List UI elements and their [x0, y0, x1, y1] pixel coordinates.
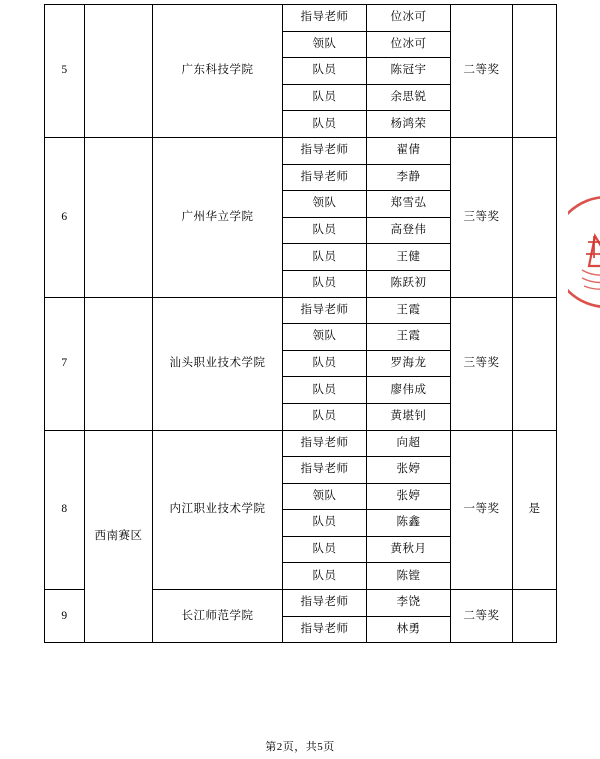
- page-footer: 第2页，共5页: [265, 741, 335, 753]
- cell-role: 队员: [283, 536, 367, 563]
- cell-role: 队员: [283, 563, 367, 590]
- cell-no: 5: [45, 5, 85, 138]
- cell-no: 6: [45, 137, 85, 297]
- cell-role: 队员: [283, 270, 367, 297]
- red-official-seal: [568, 192, 600, 312]
- cell-role: 队员: [283, 350, 367, 377]
- cell-name: 陈鑫: [367, 510, 451, 537]
- cell-name: 杨鸿荣: [367, 111, 451, 138]
- cell-role: 领队: [283, 31, 367, 58]
- cell-school: 广东科技学院: [153, 5, 283, 138]
- table-row: [45, 297, 557, 324]
- cell-name: 张婷: [367, 457, 451, 484]
- cell-name: 向超: [367, 430, 451, 457]
- cell-name: 陈冠宇: [367, 58, 451, 85]
- cell-no: 9: [45, 590, 85, 643]
- cell-flag: [513, 590, 557, 643]
- cell-school: 汕头职业技术学院: [153, 297, 283, 430]
- table-row: [45, 5, 557, 32]
- cell-role: 指导老师: [283, 616, 367, 643]
- cell-role: 指导老师: [283, 137, 367, 164]
- cell-name: 位冰可: [367, 31, 451, 58]
- cell-no: 7: [45, 297, 85, 430]
- cell-name: 廖伟成: [367, 377, 451, 404]
- cell-role: 领队: [283, 483, 367, 510]
- cell-role: 队员: [283, 403, 367, 430]
- cell-name: 黄堪钊: [367, 403, 451, 430]
- cell-name: 王健: [367, 244, 451, 271]
- cell-role: 指导老师: [283, 297, 367, 324]
- cell-name: 郑雪弘: [367, 191, 451, 218]
- cell-name: 王霞: [367, 297, 451, 324]
- cell-role: 指导老师: [283, 164, 367, 191]
- table-row: [45, 137, 557, 164]
- cell-award: 三等奖: [451, 137, 513, 297]
- cell-award: 二等奖: [451, 5, 513, 138]
- cell-region: [85, 297, 153, 430]
- cell-school: 内江职业技术学院: [153, 430, 283, 590]
- cell-role: 指导老师: [283, 590, 367, 617]
- cell-name: 李静: [367, 164, 451, 191]
- cell-role: 队员: [283, 58, 367, 85]
- table-row: [45, 430, 557, 457]
- award-table-body: [45, 5, 557, 643]
- cell-name: 余思锐: [367, 84, 451, 111]
- cell-award: 一等奖: [451, 430, 513, 590]
- cell-region: [85, 137, 153, 297]
- cell-name: 高登伟: [367, 217, 451, 244]
- cell-award: 三等奖: [451, 297, 513, 430]
- cell-flag: [513, 297, 557, 430]
- cell-role: 队员: [283, 217, 367, 244]
- cell-role: 队员: [283, 244, 367, 271]
- cell-role: 领队: [283, 191, 367, 218]
- cell-role: 领队: [283, 324, 367, 351]
- cell-name: 林勇: [367, 616, 451, 643]
- cell-flag: 是: [513, 430, 557, 590]
- cell-award: 二等奖: [451, 590, 513, 643]
- cell-name: 位冰可: [367, 5, 451, 32]
- cell-name: 李饶: [367, 590, 451, 617]
- award-table: [44, 4, 557, 643]
- cell-school: 长江师范学院: [153, 590, 283, 643]
- cell-name: 罗海龙: [367, 350, 451, 377]
- cell-school: 广州华立学院: [153, 137, 283, 297]
- cell-name: 翟倩: [367, 137, 451, 164]
- cell-no: 8: [45, 430, 85, 590]
- cell-region: [85, 5, 153, 138]
- cell-name: 黄秋月: [367, 536, 451, 563]
- cell-role: 队员: [283, 84, 367, 111]
- cell-flag: [513, 137, 557, 297]
- cell-region: 西南赛区: [85, 430, 153, 643]
- cell-role: 指导老师: [283, 457, 367, 484]
- cell-role: 队员: [283, 510, 367, 537]
- cell-role: 指导老师: [283, 430, 367, 457]
- cell-flag: [513, 5, 557, 138]
- cell-name: 陈镗: [367, 563, 451, 590]
- cell-role: 指导老师: [283, 5, 367, 32]
- cell-role: 队员: [283, 111, 367, 138]
- cell-name: 陈跃初: [367, 270, 451, 297]
- award-table-container: [44, 4, 556, 643]
- cell-name: 张婷: [367, 483, 451, 510]
- cell-name: 王霞: [367, 324, 451, 351]
- cell-role: 队员: [283, 377, 367, 404]
